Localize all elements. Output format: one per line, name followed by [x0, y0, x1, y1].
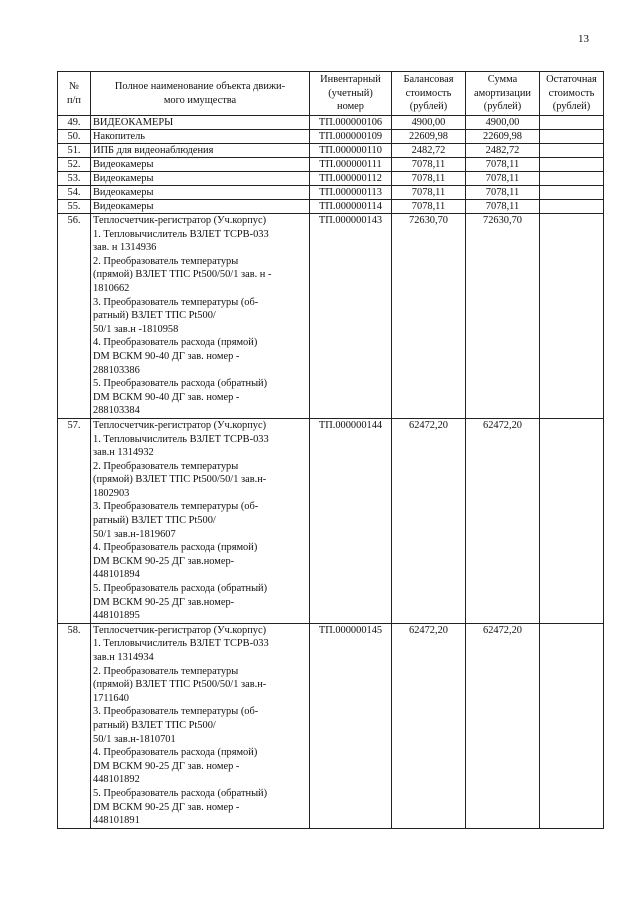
residual-value	[540, 130, 604, 144]
balance-value: 62472,20	[392, 418, 466, 623]
amortization-value: 62472,20	[466, 418, 540, 623]
inventory-number: ТП.000000106	[310, 116, 392, 130]
inventory-number: ТП.000000109	[310, 130, 392, 144]
description-line: 50/1 зав.н-1810701	[93, 733, 176, 745]
description-line: 1802903	[93, 487, 130, 499]
item-name: ИПБ для видеонаблюдения	[91, 144, 310, 158]
description-line: 1810662	[93, 282, 130, 294]
balance-value: 22609,98	[392, 130, 466, 144]
description-line: 3. Преобразователь температуры (об-	[93, 501, 259, 513]
description-line: 448101894	[93, 569, 140, 581]
table-row	[58, 186, 604, 200]
description-line: 4. Преобразователь расхода (прямой)	[93, 747, 258, 759]
item-description	[91, 214, 310, 419]
table-row	[58, 200, 604, 214]
item-description	[91, 418, 310, 623]
description-line: 2. Преобразователь температуры	[93, 255, 239, 267]
description-line: 2. Преобразователь температуры	[93, 460, 239, 472]
residual-value	[540, 418, 604, 623]
description-line: 1711640	[93, 692, 129, 704]
description-line: (прямой) ВЗЛЕТ ТПС Pt500/50/1 зав.н-	[93, 474, 267, 486]
item-name: Видеокамеры	[91, 186, 310, 200]
row-number: 54.	[58, 186, 91, 200]
amortization-value: 2482,72	[466, 144, 540, 158]
amortization-value: 7078,11	[466, 158, 540, 172]
row-number: 56.	[58, 214, 91, 419]
balance-value: 62472,20	[392, 623, 466, 828]
description-line: 3. Преобразователь температуры (об-	[93, 706, 259, 718]
description-line: 2. Преобразователь температуры	[93, 665, 239, 677]
row-number: 50.	[58, 130, 91, 144]
table-row	[58, 116, 604, 130]
description-line: ратный) ВЗЛЕТ ТПС Pt500/	[93, 719, 216, 731]
row-number: 57.	[58, 418, 91, 623]
description-line: (прямой) ВЗЛЕТ ТПС Pt500/50/1 зав. н -	[93, 269, 272, 281]
table-row	[58, 418, 604, 623]
table-row	[58, 623, 604, 828]
description-line: зав. н 1314936	[93, 242, 157, 254]
description-line: DM ВСКМ 90-25 ДГ зав. номер -	[93, 760, 240, 772]
item-name: Видеокамеры	[91, 158, 310, 172]
description-line: 288103386	[93, 364, 140, 376]
inventory-number: ТП.000000145	[310, 623, 392, 828]
item-name: Накопитель	[91, 130, 310, 144]
amortization-value: 22609,98	[466, 130, 540, 144]
description-line: DM ВСКМ 90-25 ДГ зав.номер-	[93, 555, 235, 567]
description-line: (прямой) ВЗЛЕТ ТПС Pt500/50/1 зав.н-	[93, 679, 267, 691]
row-number: 53.	[58, 172, 91, 186]
table-row	[58, 130, 604, 144]
inventory-number: ТП.000000110	[310, 144, 392, 158]
table-row	[58, 172, 604, 186]
row-number: 51.	[58, 144, 91, 158]
description-line: 448101892	[93, 774, 140, 786]
balance-value: 7078,11	[392, 172, 466, 186]
description-line: 50/1 зав.н -1810958	[93, 323, 179, 335]
description-line: 4. Преобразователь расхода (прямой)	[93, 337, 258, 349]
header-amortization: Сумма амортизации (рублей)	[466, 72, 540, 116]
header-num: № п/п	[58, 72, 91, 116]
description-line: Теплосчетчик-регистратор (Уч.корпус)	[93, 215, 267, 226]
description-line: 4. Преобразователь расхода (прямой)	[93, 542, 258, 554]
balance-value: 2482,72	[392, 144, 466, 158]
amortization-value: 62472,20	[466, 623, 540, 828]
description-line: 448101891	[93, 815, 140, 827]
residual-value	[540, 158, 604, 172]
residual-value	[540, 186, 604, 200]
row-number: 49.	[58, 116, 91, 130]
header-name: Полное наименование объекта движи- мого имущества	[91, 72, 310, 116]
inventory-table	[57, 71, 604, 829]
description-line: 3. Преобразователь температуры (об-	[93, 296, 259, 308]
balance-value: 7078,11	[392, 200, 466, 214]
description-line: 1. Тепловычислитель ВЗЛЕТ ТСРВ-033	[93, 228, 269, 240]
residual-value	[540, 214, 604, 419]
balance-value: 7078,11	[392, 186, 466, 200]
amortization-value: 7078,11	[466, 186, 540, 200]
row-number: 58.	[58, 623, 91, 828]
residual-value	[540, 200, 604, 214]
amortization-value: 72630,70	[466, 214, 540, 419]
header-balance-value: Балансовая стоимость (рублей)	[392, 72, 466, 116]
description-line: 448101895	[93, 610, 140, 622]
inventory-number: ТП.000000112	[310, 172, 392, 186]
description-line: 50/1 зав.н-1819607	[93, 528, 176, 540]
inventory-number: ТП.000000143	[310, 214, 392, 419]
balance-value: 4900,00	[392, 116, 466, 130]
description-line: 5. Преобразователь расхода (обратный)	[93, 583, 268, 595]
description-line: Теплосчетчик-регистратор (Уч.корпус)	[93, 419, 267, 431]
row-number: 52.	[58, 158, 91, 172]
balance-value: 72630,70	[392, 214, 466, 419]
inventory-number: ТП.000000144	[310, 418, 392, 623]
item-name: Видеокамеры	[91, 200, 310, 214]
residual-value	[540, 116, 604, 130]
header-residual-value: Остаточная стоимость (рублей)	[540, 72, 604, 116]
description-line: DM ВСКМ 90-25 ДГ зав. номер -	[93, 801, 240, 813]
description-line: DM ВСКМ 90-40 ДГ зав. номер -	[93, 350, 240, 362]
inventory-number: ТП.000000113	[310, 186, 392, 200]
description-line: 5. Преобразователь расхода (обратный)	[93, 787, 268, 799]
amortization-value: 4900,00	[466, 116, 540, 130]
item-description	[91, 623, 310, 828]
description-line: DM ВСКМ 90-25 ДГ зав.номер-	[93, 596, 235, 608]
inventory-number: ТП.000000114	[310, 200, 392, 214]
page-number: 13	[578, 33, 589, 45]
residual-value	[540, 144, 604, 158]
row-number: 55.	[58, 200, 91, 214]
description-line: зав.н 1314934	[93, 652, 154, 663]
description-line: 1. Тепловычислитель ВЗЛЕТ ТСРВ-033	[93, 638, 269, 650]
header-inventory-number: Инвентарный (учетный) номер	[310, 72, 392, 116]
description-line: DM ВСКМ 90-40 ДГ зав. номер -	[93, 391, 240, 403]
item-name: ВИДЕОКАМЕРЫ	[91, 116, 310, 130]
description-line: 1. Тепловычислитель ВЗЛЕТ ТСРВ-033	[93, 433, 269, 445]
description-line: ратный) ВЗЛЕТ ТПС Pt500/	[93, 310, 216, 322]
amortization-value: 7078,11	[466, 172, 540, 186]
amortization-value: 7078,11	[466, 200, 540, 214]
table-row	[58, 144, 604, 158]
description-line: 288103384	[93, 405, 140, 417]
residual-value	[540, 172, 604, 186]
description-line: Теплосчетчик-регистратор (Уч.корпус)	[93, 624, 267, 636]
table-row	[58, 214, 604, 419]
table-header-row	[58, 72, 604, 116]
item-name: Видеокамеры	[91, 172, 310, 186]
table-row	[58, 158, 604, 172]
description-line: 5. Преобразователь расхода (обратный)	[93, 378, 268, 390]
description-line: ратный) ВЗЛЕТ ТПС Pt500/	[93, 515, 216, 527]
description-line: зав.н 1314932	[93, 447, 154, 459]
inventory-number: ТП.000000111	[310, 158, 392, 172]
residual-value	[540, 623, 604, 828]
balance-value: 7078,11	[392, 158, 466, 172]
